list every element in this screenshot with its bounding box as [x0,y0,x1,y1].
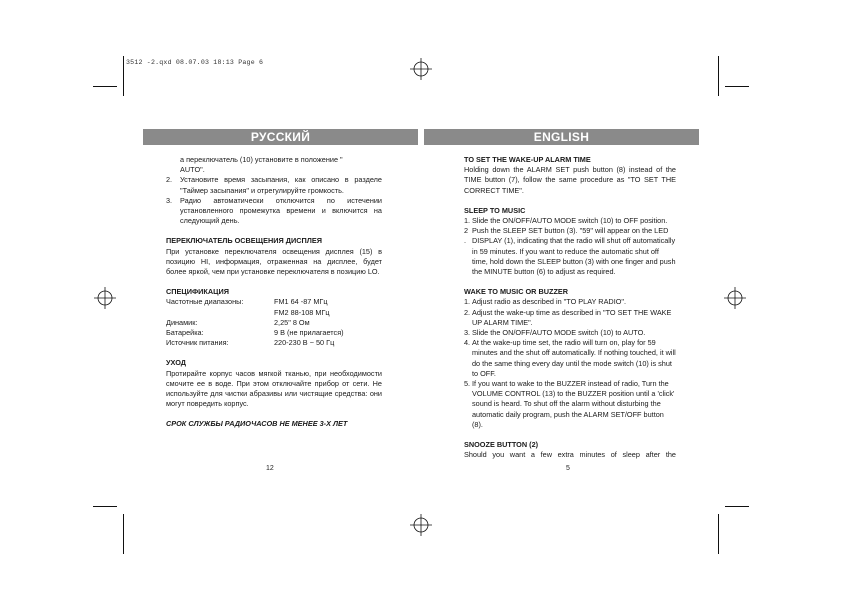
list-item-number: 3. [166,195,173,205]
service-life-note: СРОК СЛУЖБЫ РАДИОЧАСОВ НЕ МЕНЕЕ 3-Х ЛЕТ [166,419,348,429]
list-item [464,226,676,277]
spec-label: Батарейка: [166,328,204,338]
spec-value: 9 В (не прилагается) [274,328,344,338]
spec-section-title: СПЕЦИФИКАЦИЯ [166,287,229,297]
list-item-number: 4. [464,338,471,348]
english-heading: ENGLISH [533,130,590,144]
care-section-title: УХОД [166,358,186,368]
list-item [464,379,676,430]
russian-heading: РУССКИЙ [250,130,311,144]
page-number-right: 5 [566,465,570,472]
list-item-text: Slide the ON/OFF/AUTO MODE switch (10) to OFF position. [472,216,668,226]
list-item-text: Push the SLEEP SET button (3). "59" will appear on the LED DISPLAY (1), indicating that the radio will shut off automatically in 59 minutes. If you want to reduce the automatic shut off time, hold down the SLEEP button (3) with one finger and push the MINUTE button (6) to adjust as required. [472,226,676,277]
list-item-number: 3. [464,328,471,338]
list-item-text: Установите время засыпания, как описано в разделе "Таймер засыпания" и отрегулируйте громкость. [180,175,382,195]
list-item-text: Радио автоматически отключится по истечении установленного промежутка времени и включится на следующий день. [180,195,382,226]
registration-mark-icon [410,514,432,536]
crop-mark [725,506,749,507]
spec-label: Динамик: [166,317,198,327]
list-item-text: If you want to wake to the BUZZER instead of radio, Turn the VOLUME CONTROL (13) to the BUZZER position until a 'click' sound is heard. To shut off the alarm without disturbing the automatic daily program, push the ALARM SET/OFF button (8). [472,379,675,429]
spec-value: FM1 64 -87 МГц [274,297,328,307]
list-item-number: 2 . [464,226,469,246]
list-item [166,196,382,227]
list-item [464,338,676,379]
list-item-text: Slide the ON/OFF/AUTO MODE switch (10) to AUTO. [472,328,646,338]
care-section-text: Протирайте корпус часов мягкой тканью, при необходимости смочите ее в воде. При этом отключайте прибор от сети. Не используйте для чистки абразивы или чистящие средства: они могут повредить корпус. [166,368,382,409]
spec-table [166,297,382,348]
snooze-section-text: Should you want a few extra minutes of sleep after the [464,450,676,460]
wake-section-title: WAKE TO MUSIC OR BUZZER [464,287,569,297]
snooze-section-title: SNOOZE BUTTON (2) [464,440,539,450]
spec-value: FM2 88-108 МГц [274,307,330,317]
file-slug: 3512 -2.qxd 08.07.03 18:13 Page 6 [126,59,264,66]
list-item-number: 2. [464,307,471,317]
crop-mark [93,506,117,507]
registration-mark-icon [724,287,746,309]
crop-mark [123,56,124,96]
crop-mark [718,514,719,554]
crop-mark [123,514,124,554]
crop-mark [718,56,719,96]
spec-label: Источник питания: [166,338,229,348]
list-item-number: 5. [464,379,471,389]
list-item [464,328,676,338]
list-item [464,216,676,226]
list-item-text: Adjust radio as described in "TO PLAY RADIO". [472,297,627,307]
sleep-section-title: SLEEP TO MUSIC [464,205,526,215]
crop-mark [725,86,749,87]
spec-label: Частотные диапазоны: [166,297,244,307]
intro-line: а переключатель (10) установите в положение " [180,155,343,164]
russian-column [166,155,382,430]
russian-heading-band [143,129,418,145]
list-item [166,175,382,195]
spec-label [166,308,274,318]
registration-mark-icon [94,287,116,309]
list-item-text: Adjust the wake-up time as described in "TO SET THE WAKE UP ALARM TIME". [472,307,672,327]
list-item-number: 1. [464,297,471,307]
intro-line: AUTO". [180,165,205,175]
display-section-text: При установке переключателя освещения дисплея (15) в позицию HI, информация, отраженная на дисплее, будет более яркой, чем при установке переключателя в позицию LO. [166,246,382,277]
list-item [464,308,676,328]
registration-mark-icon [410,58,432,80]
english-heading-band [424,129,699,145]
alarm-section-text: Holding down the ALARM SET push button (8) instead of the TIME button (7), follow the same procedure as "TO SET THE CORRECT TIME". [464,165,676,195]
english-column [464,155,676,460]
spec-value: 2,25" 8 Ом [274,317,310,327]
list-item-text: At the wake-up time set, the radio will turn on, play for 59 minutes and the shut off automatically. If nothing touched, it will do the same thing every day until the mode switch (10) is shut to OFF. [472,338,676,378]
display-section-title: ПЕРЕКЛЮЧАТЕЛЬ ОСВЕЩЕНИЯ ДИСПЛЕЯ [166,236,322,246]
page-number-left: 12 [266,465,274,472]
spec-value: 220-230 В ~ 50 Гц [274,338,335,348]
list-item-number: 2. [166,175,173,185]
crop-mark [93,86,117,87]
list-item-number: 1. [464,216,471,226]
alarm-section-title: TO SET THE WAKE-UP ALARM TIME [464,155,591,164]
list-item [464,297,676,307]
